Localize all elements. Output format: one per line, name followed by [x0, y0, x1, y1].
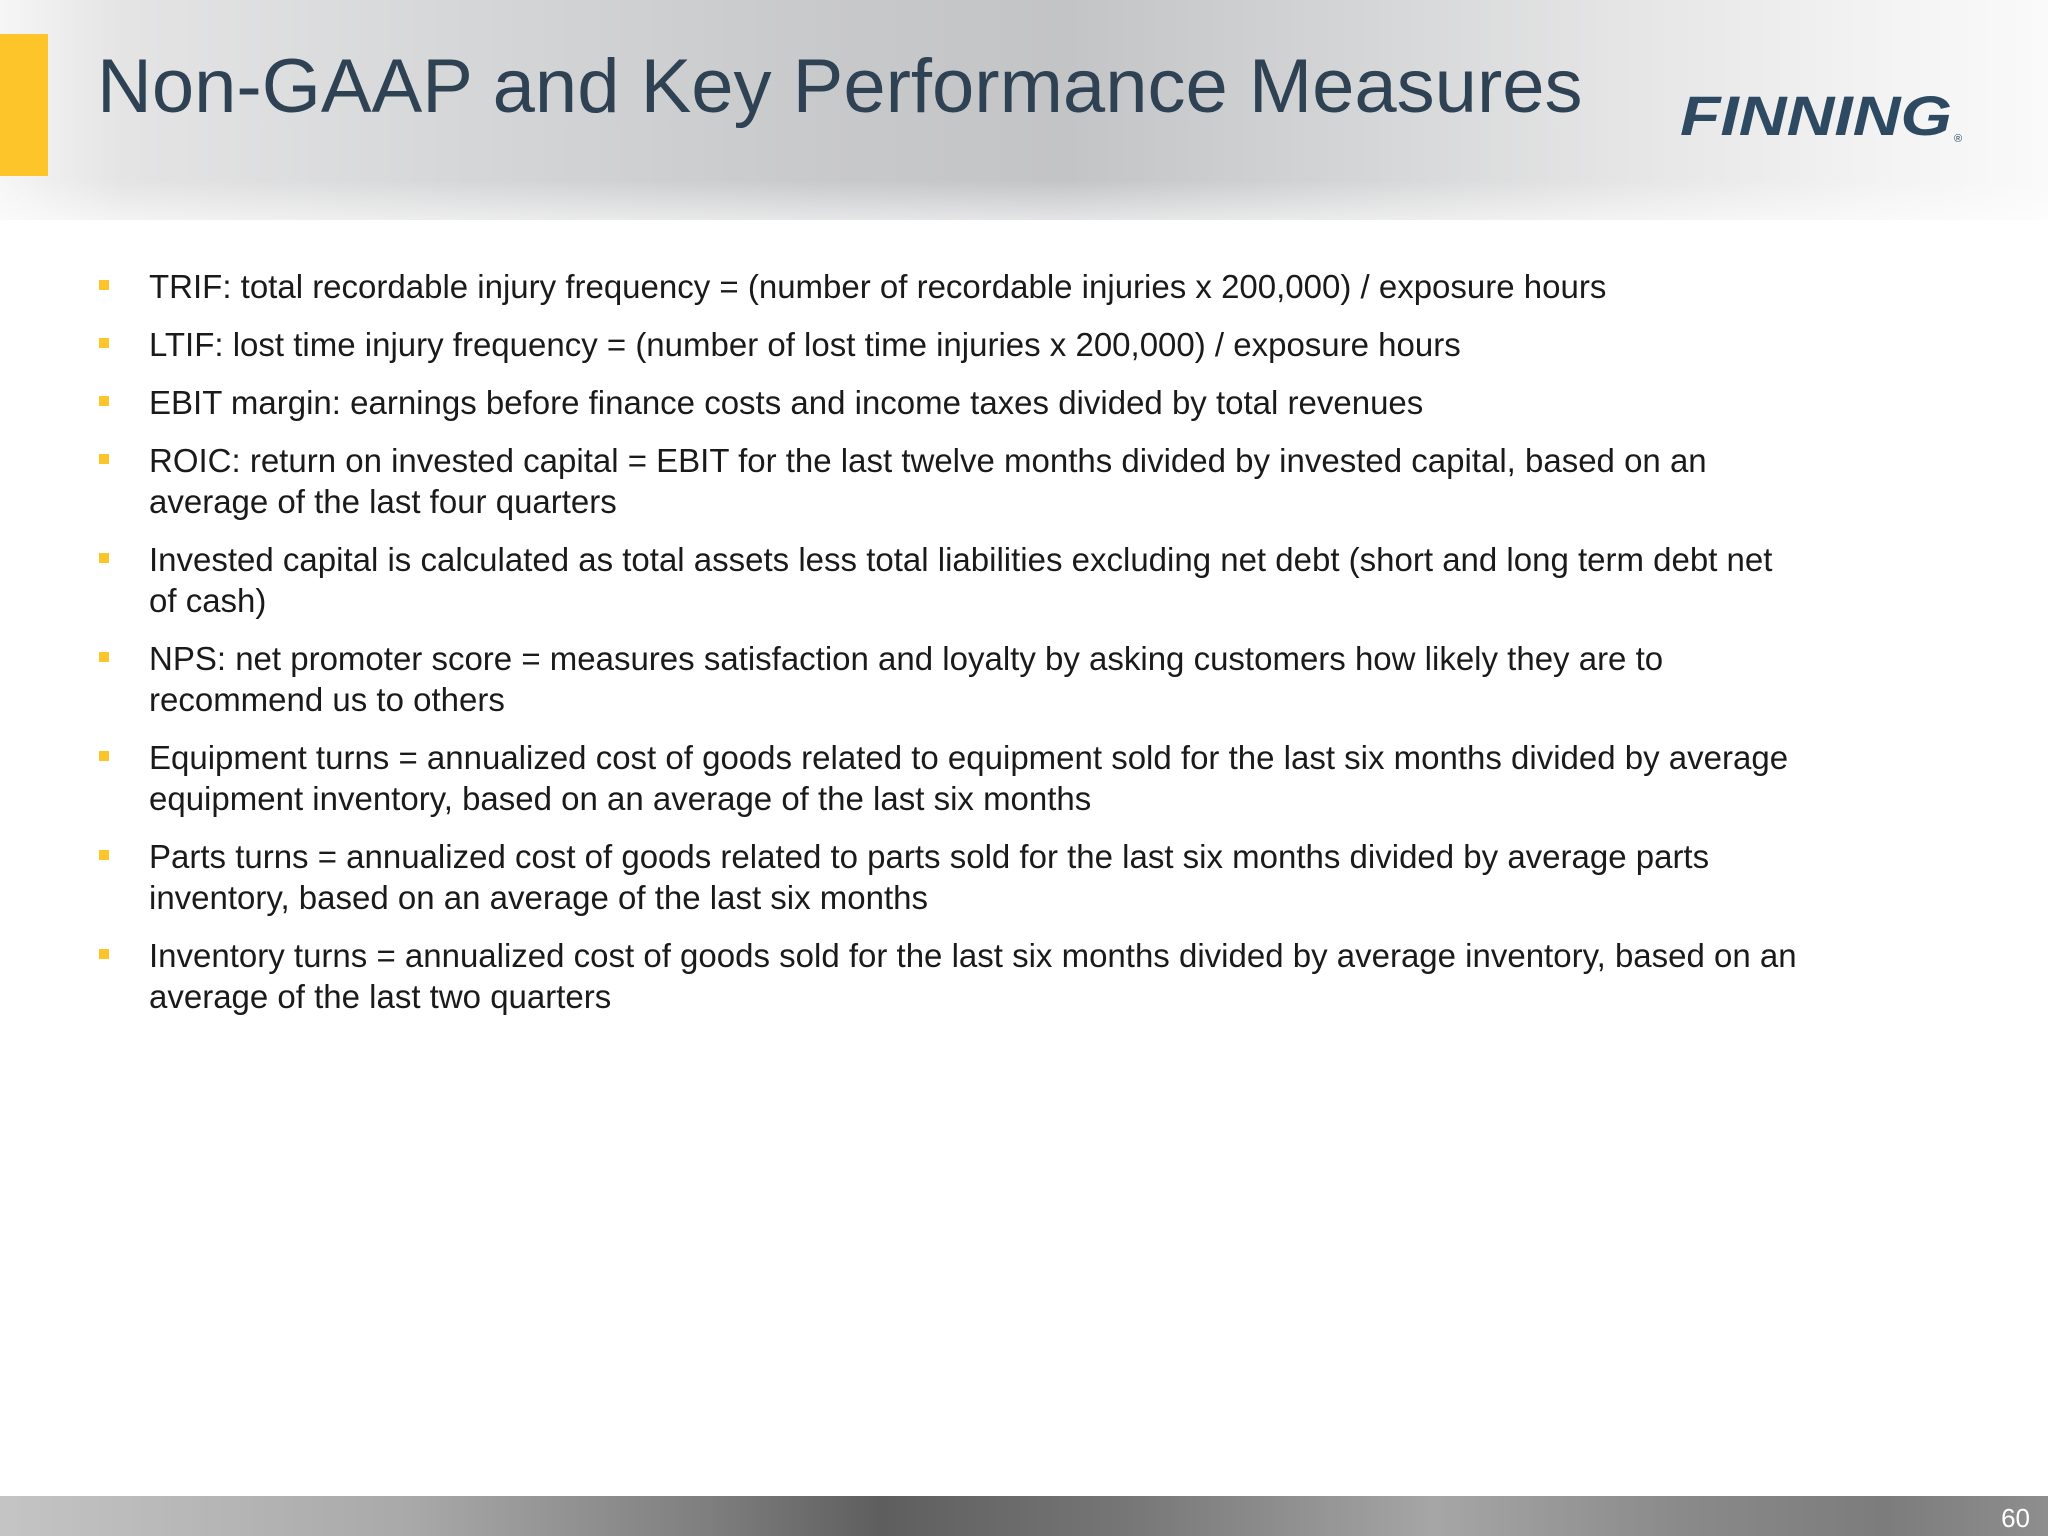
list-item-ebit-margin	[0, 382, 1809, 423]
logo-wordmark: FINNING	[1680, 88, 1952, 144]
page-number: 60	[2001, 1503, 2030, 1533]
bullet-text: NPS: net promoter score = measures satisfaction and loyalty by asking customers how likely they are to recommend us to others	[149, 640, 1664, 718]
list-item-equipment-turns	[0, 737, 1809, 819]
bullet-square-icon	[99, 751, 109, 761]
bullet-text: Parts turns = annualized cost of goods related to parts sold for the last six months divided by average parts inventory, based on an average of the last six months	[149, 838, 1710, 916]
bullet-square-icon	[99, 553, 109, 563]
bullet-square-icon	[99, 652, 109, 662]
page-title: Non-GAAP and Key Performance Measures	[97, 44, 1583, 129]
list-item-trif	[0, 266, 1809, 307]
bullet-text: LTIF: lost time injury frequency = (number of lost time injuries x 200,000) / exposure hours	[149, 326, 1461, 363]
bullet-square-icon	[99, 396, 109, 406]
list-item-inventory-turns	[0, 935, 1809, 1017]
bullet-text: Invested capital is calculated as total assets less total liabilities excluding net debt (short and long term debt net of cash)	[149, 541, 1773, 619]
list-item-parts-turns	[0, 836, 1809, 918]
bullet-text: ROIC: return on invested capital = EBIT for the last twelve months divided by invested capital, based on an average of the last four quarters	[149, 442, 1707, 520]
list-item-invested-capital	[0, 539, 1809, 621]
footer-bar	[0, 1496, 2048, 1536]
bullet-text: Inventory turns = annualized cost of goods sold for the last six months divided by average inventory, based on an average of the last two quarters	[149, 937, 1797, 1015]
list-item-roic	[0, 440, 1809, 522]
bullet-square-icon	[99, 280, 109, 290]
bullet-text: Equipment turns = annualized cost of goods related to equipment sold for the last six months divided by average equipment inventory, based on an average of the last six months	[149, 739, 1789, 817]
bullet-square-icon	[99, 338, 109, 348]
bullet-text: TRIF: total recordable injury frequency = (number of recordable injuries x 200,000) / exposure hours	[149, 268, 1607, 305]
title-accent-bar	[0, 34, 48, 176]
bullet-square-icon	[99, 454, 109, 464]
bullet-text: EBIT margin: earnings before finance costs and income taxes divided by total revenues	[149, 384, 1424, 421]
bullet-square-icon	[99, 850, 109, 860]
registered-mark: ®	[1954, 133, 1963, 144]
bullet-list	[0, 266, 2048, 1034]
bullet-square-icon	[99, 949, 109, 959]
finning-logo	[1680, 88, 1965, 144]
list-item-nps	[0, 638, 1809, 720]
list-item-ltif	[0, 324, 1809, 365]
